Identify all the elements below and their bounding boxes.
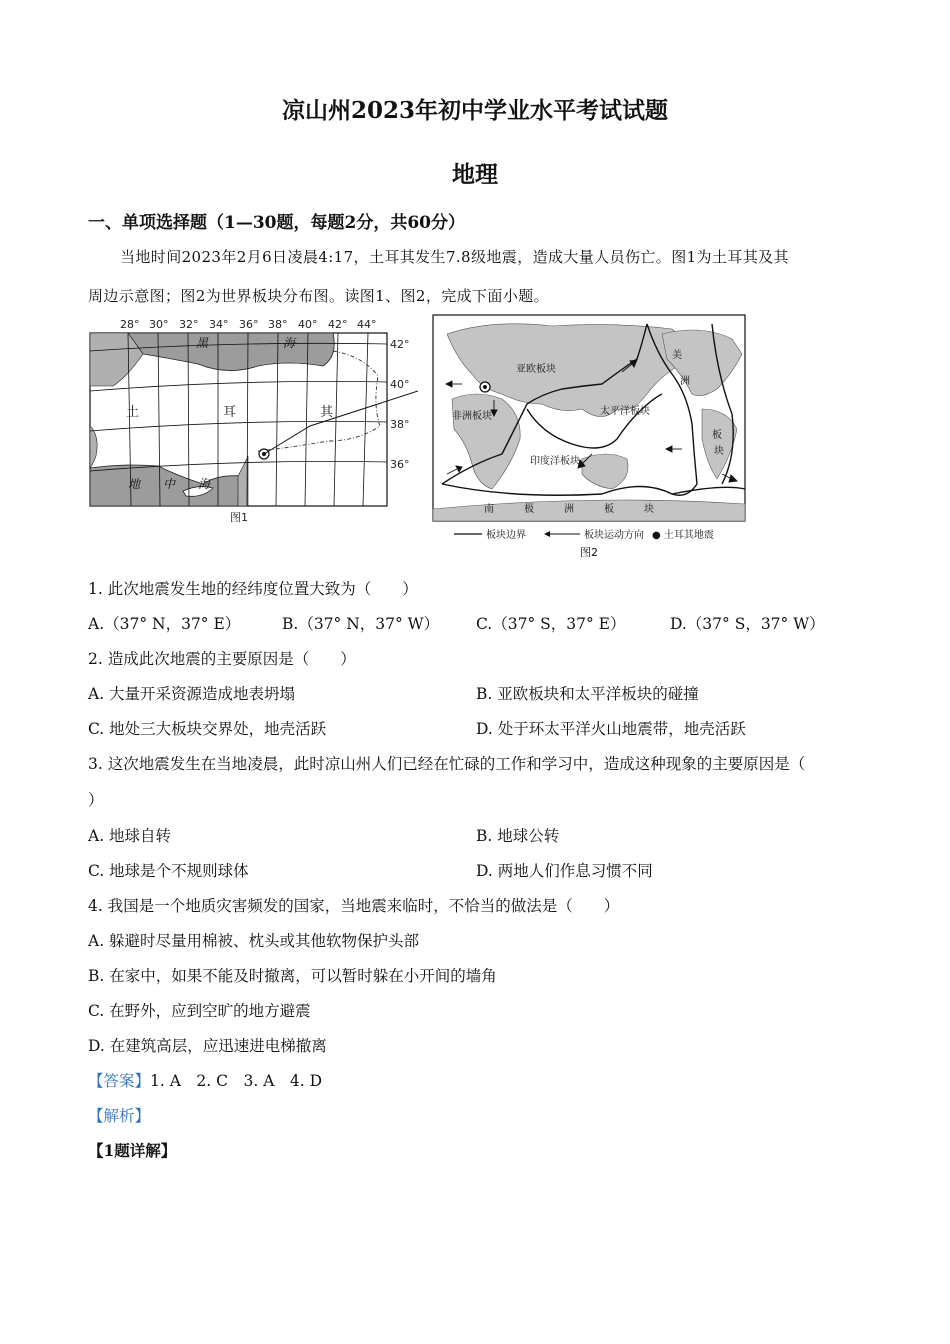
lon-label: 36° — [239, 318, 259, 331]
med-sea-label: 地 — [128, 477, 141, 491]
question-1-option-d[interactable]: D.（37° S，37° W） — [670, 615, 825, 633]
african-plate-label: 非洲板块 — [452, 411, 492, 422]
question-3-stem-end: ） — [88, 791, 104, 809]
question-4-option-c[interactable]: C. 在野外，应到空旷的地方避震 — [88, 1002, 311, 1020]
page-title: 凉山州2023年初中学业水平考试试题 — [281, 97, 668, 124]
question-2-option-a[interactable]: A. 大量开采资源造成地表坍塌 — [88, 685, 296, 703]
question-3-option-b[interactable]: B. 地球公转 — [476, 827, 560, 845]
figure-2-caption: 图2 — [580, 546, 598, 559]
question-4-option-b[interactable]: B. 在家中，如果不能及时撤离，可以暂时躲在小开间的墙角 — [88, 967, 497, 985]
lon-label: 28° — [120, 318, 140, 331]
antarctic-plate-label: 南 — [484, 504, 494, 515]
lat-label: 36° — [390, 458, 410, 471]
answer-text: 1. A 2. C 3. A 4. D — [150, 1072, 323, 1090]
answer-line — [88, 1069, 322, 1091]
americas-plate-label: 块 — [714, 446, 724, 457]
answer-label: 【答案】 — [88, 1072, 151, 1090]
question-3-stem: 3. 这次地震发生在当地凌晨，此时凉山州人们已经在忙碌的工作和学习中，造成这种现象的主要原因是（ — [88, 755, 806, 773]
americas-plate-label: 美 — [672, 350, 682, 361]
question-3-option-a[interactable]: A. 地球自转 — [88, 827, 172, 845]
indian-plate-label: 印度洋板块 — [530, 456, 580, 467]
lon-label: 34° — [209, 318, 229, 331]
legend-direction: 板块运动方向 — [584, 530, 644, 541]
turkey-label: 耳 — [223, 405, 237, 420]
lon-label: 40° — [298, 318, 318, 331]
question-2-option-d[interactable]: D. 处于环太平洋火山地震带，地壳活跃 — [476, 720, 746, 738]
americas-plate-label: 洲 — [680, 376, 690, 387]
intro-line-2: 周边示意图；图2为世界板块分布图。读图1、图2，完成下面小题。 — [88, 287, 550, 305]
question-1-option-b[interactable]: B.（37° N，37° W） — [282, 615, 440, 633]
question-1-option-c[interactable]: C.（37° S，37° E） — [476, 615, 626, 633]
analysis-label: 【解析】 — [88, 1107, 151, 1125]
question-2-option-b[interactable]: B. 亚欧板块和太平洋板块的碰撞 — [476, 685, 699, 703]
question-3-option-c[interactable]: C. 地球是个不规则球体 — [88, 862, 249, 880]
question-4-option-a[interactable]: A. 躲避时尽量用棉被、枕头或其他软物保护头部 — [88, 932, 420, 950]
lon-label: 42° — [328, 318, 348, 331]
antarctic-plate-label: 洲 — [564, 504, 574, 515]
lat-label: 38° — [390, 418, 410, 431]
question-4-stem: 4. 我国是一个地质灾害频发的国家，当地震来临时，不恰当的做法是（ ） — [88, 897, 620, 915]
pacific-plate-label: 太平洋板块 — [600, 406, 650, 417]
question-1-option-a[interactable]: A.（37° N，37° E） — [88, 615, 241, 633]
intro-line-1: 当地时间2023年2月6日凌晨4:17，土耳其发生7.8级地震，造成大量人员伤亡。图1为土耳其及其 — [120, 248, 789, 266]
lon-label: 44° — [357, 318, 377, 331]
figure-2-map — [432, 314, 752, 564]
turkey-label: 其 — [320, 405, 334, 420]
eurasian-plate-label: 亚欧板块 — [516, 364, 556, 375]
question-1-stem: 1. 此次地震发生地的经纬度位置大致为（ ） — [88, 580, 418, 598]
lon-label: 30° — [149, 318, 169, 331]
detail-label: 【1题详解】 — [88, 1141, 177, 1160]
black-sea-label: 黑 — [196, 336, 209, 350]
subject-title: 地理 — [452, 161, 498, 188]
antarctic-plate-label: 极 — [524, 504, 534, 515]
question-2-stem: 2. 造成此次地震的主要原因是（ ） — [88, 650, 356, 668]
question-2-option-c[interactable]: C. 地处三大板块交界处，地壳活跃 — [88, 720, 327, 738]
turkey-label: 土 — [126, 405, 140, 420]
legend-boundary: 板块边界 — [486, 530, 526, 541]
lon-label: 32° — [179, 318, 199, 331]
med-sea-label: 中 — [163, 477, 176, 491]
legend-quake: ● 土耳其地震 — [652, 530, 714, 541]
question-4-option-d[interactable]: D. 在建筑高层，应迅速进电梯撤离 — [88, 1037, 327, 1055]
figure-1-map — [88, 316, 418, 526]
lat-label: 40° — [390, 378, 410, 391]
section-heading: 一、单项选择题（1—30题，每题2分，共60分） — [88, 213, 465, 233]
black-sea-label: 海 — [283, 336, 296, 350]
lon-label: 38° — [268, 318, 288, 331]
antarctic-plate-label: 块 — [644, 504, 654, 515]
figure-1-caption: 图1 — [230, 511, 248, 524]
americas-plate-label: 板 — [712, 430, 722, 441]
med-sea-label: 海 — [198, 477, 211, 491]
lat-label: 42° — [390, 338, 410, 351]
antarctic-plate-label: 板 — [604, 504, 614, 515]
question-3-option-d[interactable]: D. 两地人们作息习惯不同 — [476, 862, 653, 880]
